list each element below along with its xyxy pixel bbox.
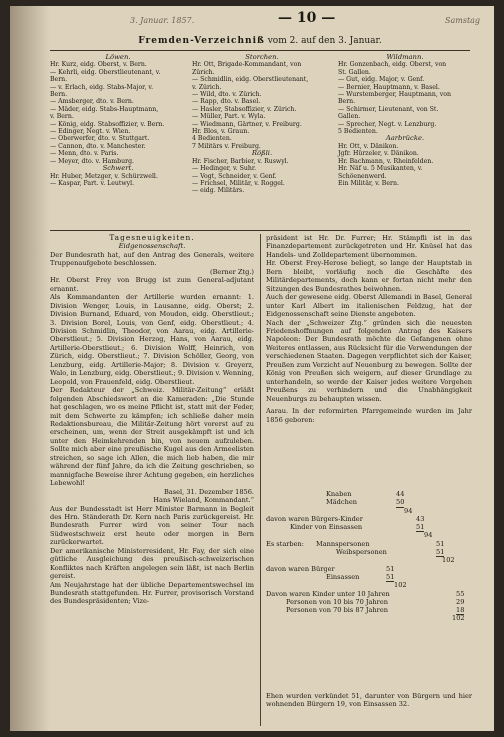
header-right: Samstag (445, 16, 481, 25)
guest-entry: — v. Erlach, eidg. Stabs-Major, v. (50, 83, 154, 91)
table-row: Personen von 10 bis 70 Jahren 29 (286, 597, 465, 606)
guest-entry: — Kaspar, Part. v. Leutwyl. (50, 179, 135, 187)
guest-entry: — Gut, eidg. Major, v. Genf. (338, 76, 425, 84)
table-row: Es starben: Mannspersonen 51 (266, 539, 445, 548)
guest-entry: Jgfr. Hürzeler, v. Dänikon. (338, 150, 419, 158)
table-row: Davon waren Kinder unter 10 Jahren 55 (266, 589, 465, 598)
guest-entry: — Wiedmann, Gärtner, v. Freiburg. (192, 120, 302, 128)
guest-entry: — Oberwerfer, dto. v. Stuttgart. (50, 135, 150, 143)
news-paragraph: Hr. Oberst Frey-Herose beliegt, so lange der Hauptstab in Bern bleibt, vorläufig noch die Geschäfte des Militärdepartements, doch kann er fortan nicht mehr den Sitzungen des Bundesrathes beiwohnen. (266, 259, 472, 293)
guest-entry: Zürich. (192, 68, 215, 76)
hotel-column-storchen (192, 54, 332, 195)
divider (50, 230, 470, 231)
page-header (10, 10, 494, 32)
eidgenossenschaft-heading: Eidgenossenschaft. (118, 242, 186, 251)
news-dateline: Basel, 31. Dezember 1856. (163, 487, 254, 496)
guest-entry: — Müller, Part. v. Wyla. (192, 113, 266, 121)
hotel-column-wildmann (338, 54, 472, 187)
guest-entry: Hr. Ott, v. Dänikon. (338, 142, 399, 150)
guest-entry: — Cannon, dto. v. Manchester. (50, 142, 146, 150)
header-left: 3. Januar. 1857. (130, 16, 195, 25)
tages-heading: Tagesneuigkeiten. (109, 233, 195, 242)
binding-shadow (10, 6, 50, 731)
guest-entry: v. Zürich. (192, 83, 222, 91)
hotel-name: Rößli. (251, 149, 273, 158)
guest-entry: 4 Bedienten. (192, 135, 232, 143)
marriages-note: Ehen wurden verkündet 51, darunter von Bürgern und hier wohnenden Bürgern 19, von Einsassen 32. (266, 692, 472, 709)
guest-entry: 7 Militärs v. Freiburg. (192, 142, 261, 150)
guest-entry: Schöenenwerd. (338, 172, 387, 180)
guest-entry: Ein Militär, v. Bern. (338, 179, 399, 187)
news-paragraph: Der amerikanische Ministerresident, Hr. Fay, der sich eine gütliche Ausgleichung des preußisch-schweizerischen Konfliktes nach Kräften angelegen sein läßt, ist nach Berlin gereist. (50, 546, 254, 581)
newspaper-page (10, 6, 494, 731)
guest-entry: — Rapp, dto. v. Basel. (192, 98, 261, 106)
guest-entry: Hr. Huber, Metzger, v. Schürzwell. (50, 172, 158, 180)
aarau-heading: Aarau. In der reformirten Pfarrgemeinde wurden im Jahr 1856 geboren: (266, 407, 472, 424)
guest-entry: — Menn, dto. v. Paris. (50, 150, 119, 158)
guest-entry: Hr. Blos, v. Graun. (192, 128, 250, 136)
guest-entry: — Mäder, eidg. Stabs-Hauptmann, (50, 105, 159, 113)
guest-entry: — Vogt, Schneider, v. Genf. (192, 172, 277, 180)
guest-entry: — Kehrli, eidg. Oberstlieutenant, v. (50, 68, 161, 76)
table-total: 94 (424, 531, 433, 540)
table-total: 94 (404, 506, 413, 515)
hotel-name: Storchen. (245, 53, 279, 61)
news-source: (Berner Ztg.) (210, 267, 254, 276)
guest-entry: Gallen. (338, 113, 361, 121)
guest-entry: — Schmidlin, eidg. Oberstlieutenant, (192, 76, 309, 84)
guest-entry: — Meyer, dto. v. Hamburg. (50, 157, 134, 165)
guest-entry: — Edinger, Negt. v. Wien. (50, 128, 131, 136)
table-total: 102 (452, 614, 465, 623)
fremden-date: vom 2. auf den 3. Januar. (264, 36, 382, 46)
table-row: Personen von 70 bis 87 Jahren 18 (286, 606, 465, 615)
news-paragraph: Nach der „Schweizer Ztg.“ gründen sich die neuesten Friedenshoffnungen auf folgenden Antrag des Kaisers Napoleon: Der Bundesrath möchte die Gefangenen ohne Weiteres entlassen, aus Rücksicht für die Verwendungen der verschiedenen Staaten. Dagegen verpflichtet sich der Kaiser, Preußen zum Verzicht auf Neuenburg zu bewegen. Sollte der König von Preußen sich weigern, auf dieser Grundlage zu unterhandeln, so werde der Kaiser jedes weitere Vorgehen Preußens zu verhindern und die Unabhängigkeit Neuenburgs zu behaupten wissen. (266, 318, 472, 403)
news-paragraph: Auch der gewesene eidg. Oberst Allemandi in Basel, General unter Karl Albert im italienischen Feldzug, hat der Eidgenossenschaft seine Dienste angeboten. (266, 293, 472, 319)
guest-entry: — eidg. Militärs. (192, 187, 245, 195)
guest-entry: — Hasler, Stabsoffizier, v. Zürich. (192, 105, 297, 113)
birth-death-statistics (266, 490, 472, 623)
hotel-column-loewen (50, 54, 186, 187)
table-row: Weibspersonen 51 (336, 548, 445, 557)
guest-entry: 5 Bedienten. (338, 128, 378, 136)
guest-entry: — Hedinger, v. Suhr. (192, 165, 257, 173)
news-paragraph: Der Redakteur der „Schweiz. Militär-Zeitung“ erläßt folgenden Abschiedswort an die Kameraden: „Die Stunde hat geschlagen, wo es meine Pflicht ist, statt mit der Feder, mit dem Schwerte zu kämpfen; ich schließe daher mein Redaktionsbureau, die Militär-Zeitung hört vorerst auf zu erscheinen, um, wenn der Streit ausgekämpft ist und ich unter den Heimkehrenden bin, von neuem aufzuleben. Sollte mich aber eine preußische Kugel aus den Armeelisten streichen, so sage ich Allen, die mich lieb haben, die mir während der fünf Jahre, da ich die Zeitung geschrieben, so mannigfache Beweise ihrer Achtung gegeben, ein herzliches Lebewohl! (50, 386, 254, 488)
news-paragraph: Der Bundesrath hat, auf den Antrag des Generals, weitere Truppenaufgebote beschlossen. (50, 250, 254, 268)
news-left-column (50, 234, 254, 606)
divider (50, 50, 470, 51)
guest-entry: Hr. Kurz, eidg. Oberst, v. Bern. (50, 61, 147, 69)
guest-entry: Hr. Näf u. 5 Musikanten, v. (338, 165, 423, 173)
table-row: davon waren Bürger 51 (266, 564, 395, 573)
news-signature: Hans Wieland, Kommandant.“ (153, 496, 254, 505)
table-total: 102 (394, 581, 407, 590)
table-total: 102 (442, 556, 455, 565)
guest-entry: — Schirmer, Lieutenant, von St. (338, 105, 439, 113)
news-paragraph: Als Kommandanten der Artillerie wurden ernannt: 1. Division Wenger, Louis, in Lausanne, eidg. Oberst; 2. Division Burnand, Eduard, von Moudon, eidg. Oberstlieut.; 3. Division Borel, Louis, von Genf, eidg. Oberstlieut.; 4. Division Schmidlin, Theodor, von Aarau, eidg. Artillerie-Oberstlieut.; 5. Division Herzog, Hans, von Aarau, eidg. Artillerie-Oberstlieut.; 6. Division Wolff, Heinrich, von Zürich, eidg. Oberstlieut.; 7. Division Schöller, Georg, von Lenzburg, eidg. Artillerie-Major; 8. Division v. Greyerz, Walo, in Lenzburg, eidg. Oberstlieut.; 9. Division v. Wenning, Leopold, von Frauenfeld, eidg. Oberstlieut. (50, 293, 254, 386)
guest-entry: — Amsberger, dto. v. Bern. (50, 98, 134, 106)
table-row: davon waren Bürgers-Kinder 43 (266, 514, 425, 523)
news-right-column (266, 234, 472, 424)
fremden-heading: Fremden-Verzeichniß (138, 36, 265, 46)
guest-entry: Hr. Fischer, Barbier, v. Ruswyl. (192, 157, 289, 165)
table-row: Mädchen 50 (326, 498, 405, 507)
column-separator (260, 234, 261, 726)
news-paragraph: präsident ist Hr. Dr. Furrer; Hr. Stämpfli ist in das Finanzdepartement zurückgetreten und Hr. Knüsel hat das Handels- und Zolldepartement übernommen. (266, 234, 472, 259)
guest-entry: Bern. (50, 76, 68, 84)
table-row: Knaben 44 (326, 490, 405, 498)
guest-entry: — Sprecher, Negt. v. Lenzburg. (338, 120, 437, 128)
news-paragraph: Aus der Bundesstadt ist Herr Minister Barmann in Begleit des Hrn. Ständerath Dr. Kern nach Paris zurückgereist. Hr. Bundesrath Furrer wird von seiner Tour nach Südwestschweiz erst heute oder morgen in Bern zurückerwartet. (50, 504, 254, 547)
news-paragraph: Am Neujahrstage hat der übliche Departementswechsel im Bundesrath stattgefunden. Hr. Furrer, provisorisch Vorstand des Bundespräsidenten; Vize- (50, 580, 254, 606)
guest-entry: — Wurstemberger, Hauptmann, von (338, 91, 451, 99)
guest-entry: — Bernier, Hauptmann, v. Basel. (338, 83, 440, 91)
guest-entry: — Wild, dto. v. Zürich. (192, 91, 262, 99)
guest-entry: Hr. Ott, Brigade-Kommandant, von (192, 61, 302, 69)
page-number: — 10 — (278, 10, 336, 26)
news-paragraph: Hr. Oberst Frey von Brugg ist zum General-adjutant ernannt. (50, 276, 254, 293)
guest-entry: Hr. Bachmann, v. Rheinfelden. (338, 157, 434, 165)
hotel-name: Schwert. (102, 164, 134, 173)
guest-entry: Hr. Gonzenbach, eidg. Oberst, von (338, 61, 447, 69)
guest-entry: Bern. (50, 91, 68, 99)
guest-entry: v. Bern. (50, 113, 74, 121)
fremden-title (50, 36, 470, 46)
hotel-name: Wildmann. (386, 53, 424, 61)
guest-entry: — Frichsel, Militär, v. Roggel. (192, 179, 285, 187)
guest-entry: St. Gallen. (338, 68, 371, 76)
guest-entry: — König, eidg. Stabsoffizier, v. Bern. (50, 120, 165, 128)
table-row: Kinder von Einsassen 51 (290, 523, 425, 532)
hotel-name: Löwen. (105, 53, 131, 61)
guest-entry: Bern. (338, 98, 356, 106)
hotel-name: Aarbrücke. (385, 134, 425, 143)
table-row: Einsassen 51 (326, 572, 395, 581)
